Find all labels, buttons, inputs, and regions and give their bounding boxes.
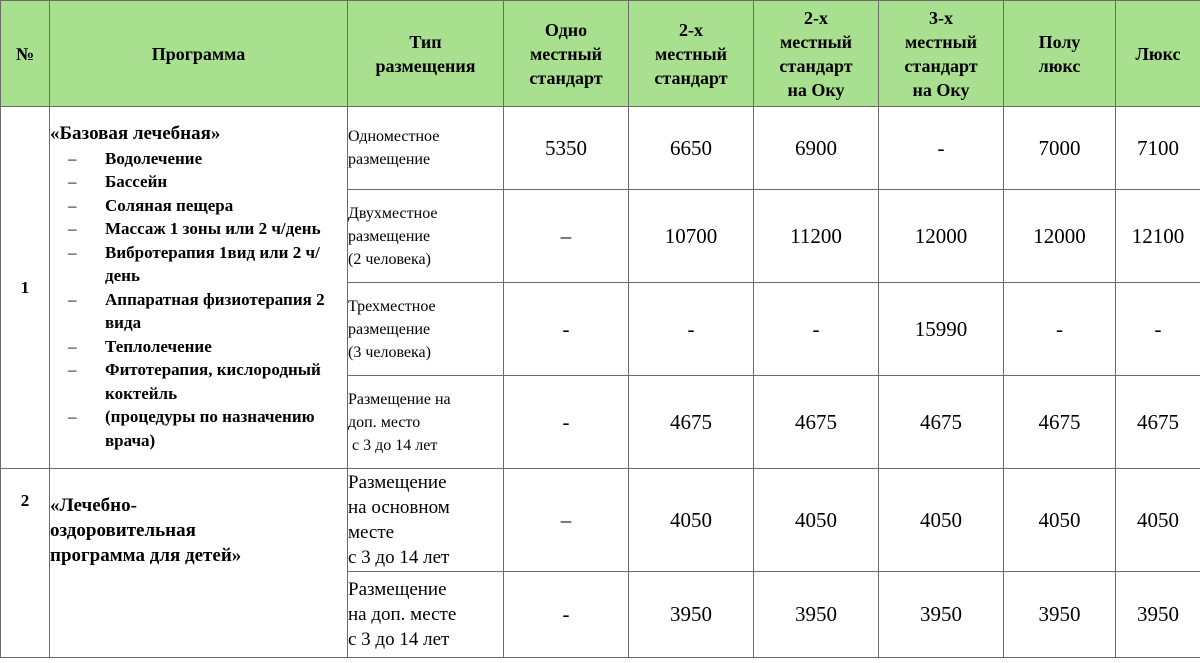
type-line: размещение: [348, 227, 431, 245]
type-line: с 3 до 14 лет: [348, 629, 450, 650]
accommodation-type: [348, 376, 504, 469]
price-cell: 4675: [754, 376, 879, 469]
price-cell: 3950: [1116, 572, 1200, 658]
price-cell: 6900: [754, 107, 879, 190]
price-cell: -: [1004, 283, 1116, 376]
type-line: Размещение на: [348, 390, 451, 408]
title-line: оздоровительная: [50, 520, 196, 541]
price-cell: 3950: [754, 572, 879, 658]
price-cell: 12100: [1116, 190, 1200, 283]
price-cell: -: [1116, 283, 1200, 376]
header-type: [348, 1, 504, 107]
price-cell: 4675: [879, 376, 1004, 469]
program-description: [50, 107, 348, 469]
list-item: – Бассейн: [50, 170, 347, 194]
type-line: доп. место: [348, 413, 421, 431]
price-cell: -: [754, 283, 879, 376]
type-line: Размещение: [348, 472, 447, 493]
price-cell: 7000: [1004, 107, 1116, 190]
price-cell: 4050: [879, 469, 1004, 572]
accommodation-type: [348, 190, 504, 283]
accommodation-type: [348, 283, 504, 376]
header-semi-lux: [1004, 1, 1116, 107]
program-title: [50, 493, 347, 568]
table-row: [1, 469, 1200, 572]
type-line: месте: [348, 522, 395, 543]
list-item: – Аппаратная физиотерапия 2 вида: [50, 288, 347, 335]
price-cell: 4675: [1116, 376, 1200, 469]
type-line: размещение: [348, 151, 431, 168]
price-cell: 12000: [879, 190, 1004, 283]
price-cell: 7100: [1116, 107, 1200, 190]
program-title: «Базовая лечебная»: [50, 122, 221, 144]
price-cell: 11200: [754, 190, 879, 283]
title-line: «Лечебно-: [50, 495, 137, 516]
header-line: стандарт: [779, 55, 853, 76]
program-description: [50, 469, 348, 658]
type-line: Размещение: [348, 579, 447, 600]
header-double-standard: [629, 1, 754, 107]
header-line: стандарт: [529, 67, 603, 88]
header-line: Люкс: [1135, 43, 1181, 64]
type-line: с 3 до 14 лет: [348, 436, 438, 454]
header-line: местный: [904, 31, 978, 52]
price-cell: 4050: [754, 469, 879, 572]
table-row: [1, 107, 1200, 190]
title-line: программа для детей»: [50, 545, 242, 566]
price-cell: 10700: [629, 190, 754, 283]
type-line: размещение: [348, 320, 431, 338]
header-line: стандарт: [904, 55, 978, 76]
price-cell: –: [504, 469, 629, 572]
header-line: Одно: [544, 19, 588, 40]
type-line: Одноместное: [348, 128, 440, 145]
price-cell: -: [879, 107, 1004, 190]
header-single-standard: [504, 1, 629, 107]
header-double-standard-oka: [754, 1, 879, 107]
accommodation-type: [348, 572, 504, 658]
header-line: на Оку: [912, 79, 970, 100]
header-line: 2-х: [679, 19, 703, 40]
list-item: – Массаж 1 зоны или 2 ч/день: [50, 217, 347, 241]
header-line: 2-х: [804, 7, 828, 28]
header-line: местный: [654, 43, 728, 64]
header-num: №: [1, 1, 50, 107]
price-cell: 15990: [879, 283, 1004, 376]
header-row: [1, 1, 1200, 107]
accommodation-type: [348, 107, 504, 190]
type-line: Двухместное: [348, 204, 438, 222]
price-cell: 4050: [629, 469, 754, 572]
header-line: на Оку: [787, 79, 845, 100]
header-line: местный: [779, 31, 853, 52]
price-cell: -: [504, 572, 629, 658]
type-line: с 3 до 14 лет: [348, 547, 450, 568]
price-cell: 3950: [629, 572, 754, 658]
price-cell: 6650: [629, 107, 754, 190]
header-triple-standard-oka: [879, 1, 1004, 107]
header-line: 3-х: [929, 7, 953, 28]
header-type-line: Тип: [409, 31, 442, 52]
price-cell: 3950: [1004, 572, 1116, 658]
list-item: – Водолечение: [50, 147, 347, 171]
price-cell: 5350: [504, 107, 629, 190]
price-cell: 4675: [1004, 376, 1116, 469]
type-line: (3 человека): [348, 343, 431, 361]
program-number: 2: [1, 469, 50, 658]
price-cell: 4050: [1004, 469, 1116, 572]
type-line: на основном: [348, 497, 450, 518]
list-item: – (процедуры по назначению врача): [50, 405, 347, 452]
price-cell: 4675: [629, 376, 754, 469]
price-cell: -: [504, 376, 629, 469]
list-item: – Фитотерапия, кислородный коктейль: [50, 358, 347, 405]
price-cell: -: [504, 283, 629, 376]
list-item: – Соляная пещера: [50, 194, 347, 218]
header-line: Полу: [1038, 31, 1081, 52]
header-program: Программа: [50, 1, 348, 107]
header-lux: [1116, 1, 1200, 107]
procedure-list: [50, 147, 347, 453]
list-item: – Вибротерапия 1вид или 2 ч/день: [50, 241, 347, 288]
header-line: стандарт: [654, 67, 728, 88]
price-cell: 3950: [879, 572, 1004, 658]
type-line: на доп. месте: [348, 604, 457, 625]
header-line: люкс: [1038, 55, 1081, 76]
accommodation-type: [348, 469, 504, 572]
price-cell: -: [629, 283, 754, 376]
price-cell: –: [504, 190, 629, 283]
list-item: – Теплолечение: [50, 335, 347, 359]
price-cell: 4050: [1116, 469, 1200, 572]
header-line: местный: [529, 43, 603, 64]
program-number: 1: [1, 107, 50, 469]
header-type-line: размещения: [375, 55, 476, 76]
type-line: (2 человека): [348, 250, 431, 268]
price-cell: 12000: [1004, 190, 1116, 283]
type-line: Трехместное: [348, 297, 436, 315]
